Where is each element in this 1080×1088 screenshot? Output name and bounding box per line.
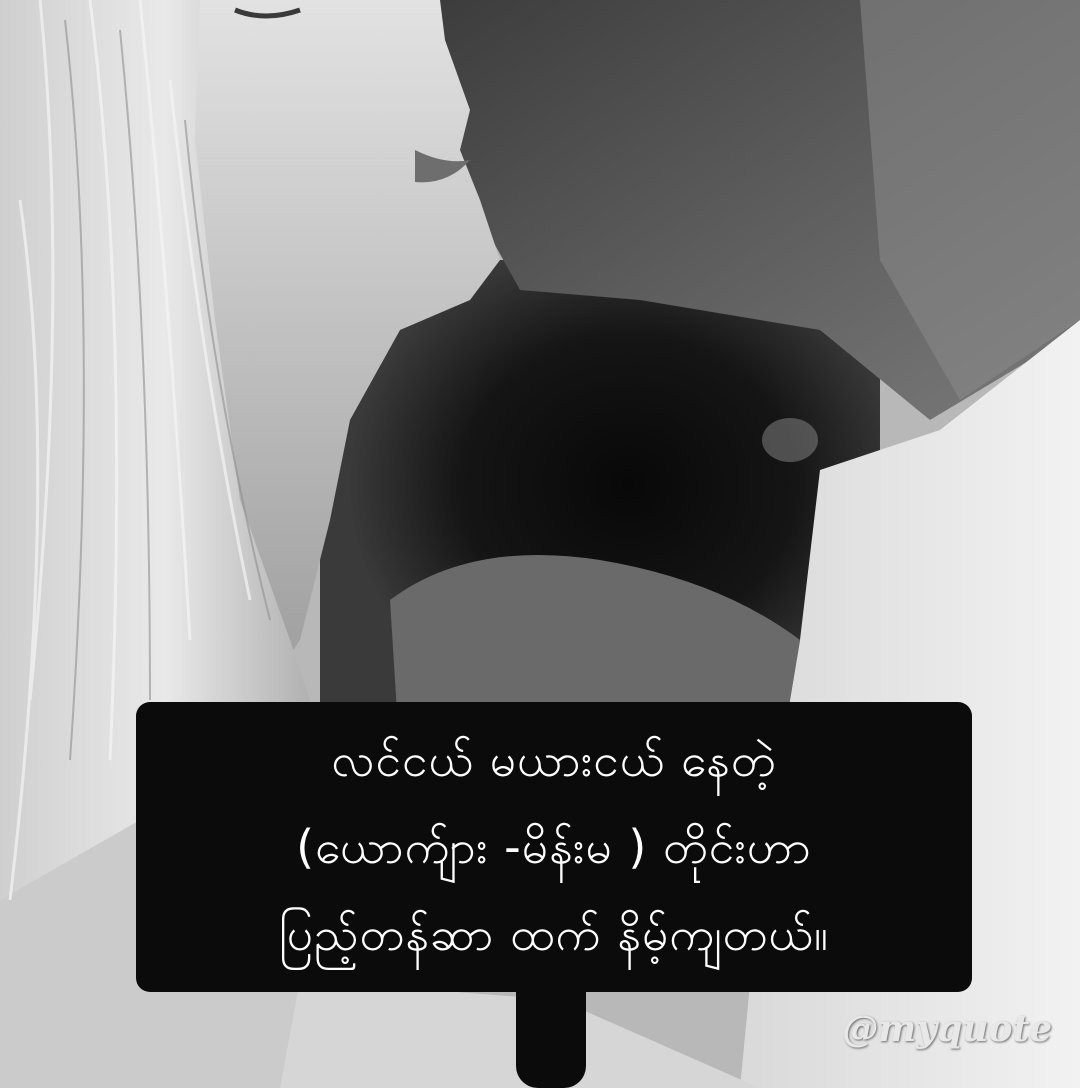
caption-line-2: (ယောက်ျား -မိန်းမ ) တိုင်းဟာ [296,819,812,874]
caption-box [136,702,972,992]
caption-line-3: ပြည့်တန်ဆာ ထက် နိမ့်ကျတယ်။ [279,907,829,962]
watermark: @myquote [842,1008,1052,1050]
caption-line-1: လင်ငယ် မယားငယ် နေတဲ့ [331,732,777,787]
caption-tail [516,986,586,1088]
